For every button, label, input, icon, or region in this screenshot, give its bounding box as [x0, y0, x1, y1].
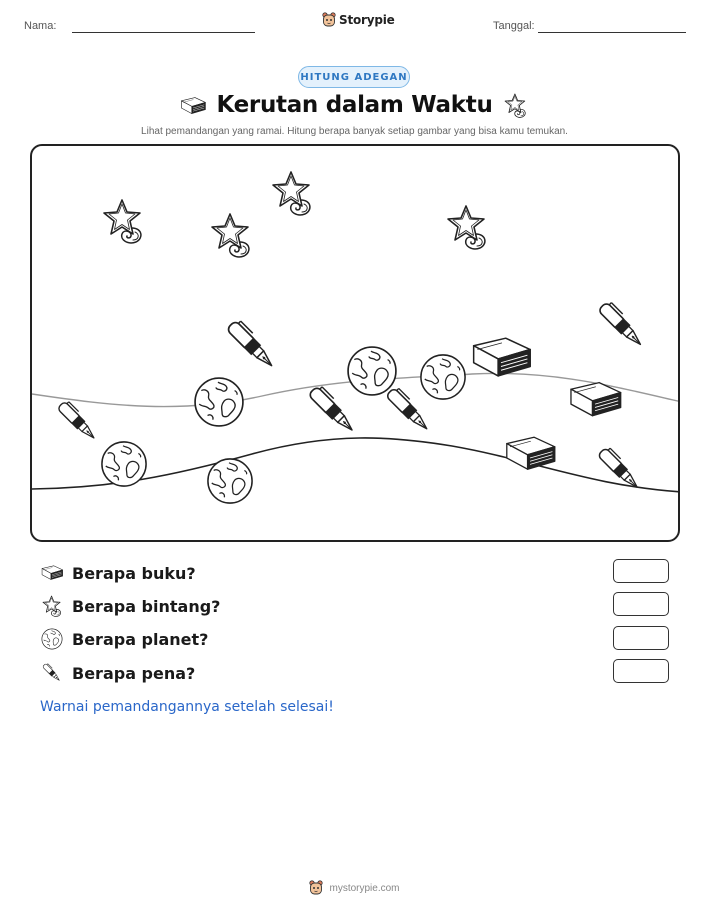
- question-books: [40, 560, 196, 586]
- name-field[interactable]: [72, 32, 255, 33]
- star: [102, 198, 146, 246]
- date-field[interactable]: [538, 32, 686, 33]
- question-pens: [40, 660, 195, 686]
- storypie-mascot-icon: [322, 12, 336, 28]
- answer-box-books[interactable]: [613, 559, 669, 583]
- pen: [52, 396, 104, 448]
- pen: [220, 314, 284, 378]
- pen: [592, 296, 652, 356]
- footer-site: mystorypie.com: [329, 882, 400, 894]
- answer-box-pens[interactable]: [613, 659, 669, 683]
- date-label: Tanggal:: [493, 20, 535, 32]
- counting-scene: [30, 144, 680, 542]
- question-label: Berapa bintang?: [72, 596, 221, 616]
- star: [210, 212, 254, 260]
- book: [502, 432, 558, 476]
- answer-box-stars[interactable]: [613, 592, 669, 616]
- page-title: Kerutan dalam Waktu: [216, 92, 493, 118]
- answer-box-planets[interactable]: [613, 626, 669, 650]
- planet: [419, 353, 467, 401]
- question-label: Berapa planet?: [72, 629, 209, 649]
- instructions: Lihat pemandangan yang ramai. Hitung berapa banyak setiap gambar yang bisa kamu temukan.: [141, 126, 568, 137]
- question-stars: [40, 593, 220, 619]
- book: [566, 378, 624, 422]
- question-planets: [40, 626, 208, 652]
- question-label: Berapa pena?: [72, 663, 196, 683]
- planet: [100, 440, 148, 488]
- star-icon: [40, 594, 64, 618]
- activity-badge: HITUNG ADEGAN: [298, 66, 410, 88]
- planet: [206, 457, 254, 505]
- pen: [592, 442, 648, 498]
- star: [446, 204, 490, 252]
- footer: [0, 880, 709, 896]
- brand-name: Storypie: [339, 13, 395, 27]
- coloring-instruction: Warnai pemandangannya setelah selesai!: [40, 699, 334, 715]
- star: [271, 170, 315, 218]
- brand-logo: [322, 12, 395, 28]
- pen-icon: [40, 661, 64, 685]
- book: [468, 334, 534, 382]
- question-label: Berapa buku?: [72, 563, 196, 583]
- book-icon: [40, 561, 64, 585]
- storypie-mascot-icon: [309, 880, 323, 896]
- planet-icon: [40, 627, 64, 651]
- planet: [193, 376, 245, 428]
- planet: [346, 345, 398, 397]
- name-label: Nama:: [24, 20, 57, 32]
- star-icon: [504, 92, 528, 120]
